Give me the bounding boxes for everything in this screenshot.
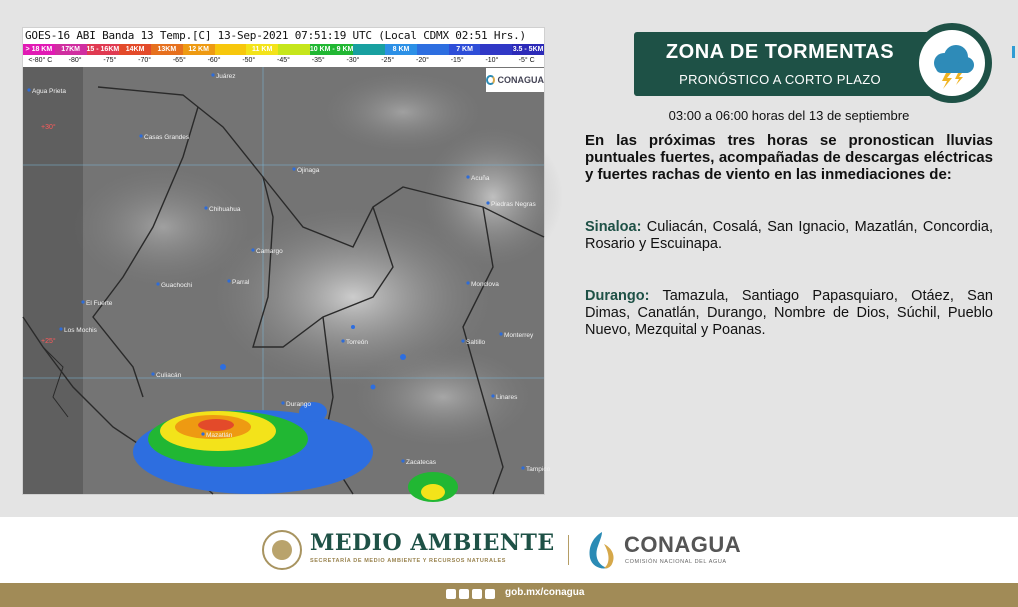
city-marker <box>251 248 254 251</box>
city-marker <box>201 432 204 435</box>
conagua-logo-icon <box>486 75 495 85</box>
conagua-watermark-text: CONAGUA <box>497 75 544 85</box>
footer <box>0 517 1018 583</box>
conagua-watermark <box>486 68 544 92</box>
city-marker <box>211 73 214 76</box>
scale-segment: 8 KM <box>385 44 417 55</box>
city-marker <box>341 339 344 342</box>
scale-tick: -35° <box>311 57 325 64</box>
forecast-time-range: 03:00 a 06:00 horas del 13 de septiembre <box>668 108 910 123</box>
city-marker <box>491 394 494 397</box>
scale-segment: 15 - 16KM <box>86 46 120 53</box>
edge-marker <box>1012 46 1015 58</box>
scale-segment <box>417 44 449 55</box>
scale-segment <box>215 44 247 55</box>
conagua-subtitle: COMISIÓN NACIONAL DEL AGUA <box>625 559 727 565</box>
scale-segment: 10 KM - 9 KM <box>309 46 354 53</box>
scale-tick: -10° <box>485 57 499 64</box>
conagua-title: CONAGUA <box>624 532 742 557</box>
city-label: Los Mochis <box>64 327 97 334</box>
storm-cloud-icon <box>919 30 985 96</box>
city-marker <box>281 401 284 404</box>
color-scale <box>23 44 544 55</box>
scale-segment <box>480 44 512 55</box>
latitude-label: +25° <box>41 338 56 345</box>
scale-segment: 14KM <box>119 44 151 55</box>
facebook-icon[interactable] <box>446 589 456 599</box>
city-marker <box>486 201 489 204</box>
city-label: Camargo <box>256 248 283 255</box>
city-marker <box>151 372 154 375</box>
city-marker <box>27 88 30 91</box>
mexico-seal-icon <box>262 530 302 570</box>
conagua-logo-icon <box>586 530 618 570</box>
scale-tick: -30° <box>346 57 360 64</box>
satellite-title: GOES-16 ABI Banda 13 Temp.[C] 13-Sep-2021 07:51:19 UTC (Local CDMX 02:51 Hrs.) <box>25 29 526 42</box>
instagram-icon[interactable] <box>472 589 482 599</box>
social-icons <box>446 589 495 599</box>
forecast-intro: En las próximas tres horas se pronostican lluvias puntuales fuertes, acompañadas de descargas eléctricas y fuertes rachas de viento en las inmediaciones de: <box>585 132 993 183</box>
city-label: Ojinaga <box>297 167 320 174</box>
city-marker <box>204 206 207 209</box>
scale-tick: -45° <box>277 57 290 64</box>
scale-tick: -60° <box>207 57 221 64</box>
city-label: Juárez <box>216 73 236 80</box>
satellite-header <box>23 28 544 67</box>
city-label: Chihuahua <box>209 206 241 213</box>
city-marker <box>139 134 142 137</box>
scale-tick: -80° <box>68 57 82 64</box>
medio-ambiente-title: MEDIO AMBIENTE <box>310 530 555 556</box>
city-label: Zacatecas <box>406 459 436 466</box>
city-label: El Fuerte <box>86 300 113 307</box>
scale-tick: -50° <box>242 57 256 64</box>
banner-title: ZONA DE TORMENTAS <box>665 41 895 63</box>
city-marker <box>461 339 464 342</box>
city-label: Piedras Negras <box>491 201 536 208</box>
scale-tick: -20° <box>415 57 429 64</box>
footer-divider <box>568 535 569 565</box>
city-label: Monterrey <box>504 332 534 339</box>
city-label: Guachochi <box>161 282 193 289</box>
scale-segment: 17KM <box>55 44 87 55</box>
state-name: Sinaloa: <box>585 219 642 235</box>
region-sinaloa <box>585 219 993 253</box>
city-label: Torreón <box>346 339 369 346</box>
temperature-ticks <box>23 56 544 66</box>
city-label: Durango <box>286 401 311 408</box>
city-marker <box>466 175 469 178</box>
scale-tick: -25° <box>381 57 395 64</box>
city-marker <box>292 167 295 170</box>
scale-segment: 13KM <box>151 44 183 55</box>
city-marker <box>59 327 62 330</box>
scale-tick: -70° <box>138 57 152 64</box>
twitter-icon[interactable] <box>459 589 469 599</box>
city-label: Saltillo <box>466 339 486 346</box>
gob-url-link[interactable]: gob.mx/conagua <box>505 587 585 598</box>
latitude-label: +30° <box>41 124 56 131</box>
satellite-map <box>23 67 551 494</box>
scale-tick: <-80° C <box>28 57 53 64</box>
city-marker <box>227 279 230 282</box>
scale-segment: 11 KM <box>246 44 278 55</box>
city-marker <box>81 300 84 303</box>
place-list: Culiacán, Cosalá, San Ignacio, Mazatlán, Concordia, Rosario y Escuinapa. <box>585 219 993 252</box>
city-marker <box>156 282 159 285</box>
medio-ambiente-subtitle: SECRETARÍA DE MEDIO AMBIENTE Y RECURSOS NATURALES <box>310 558 507 564</box>
scale-tick: -15° <box>450 57 464 64</box>
scale-segment <box>278 44 310 55</box>
bottom-bar <box>0 583 1018 607</box>
storm-badge <box>912 23 992 103</box>
city-marker <box>521 466 524 469</box>
city-label: Parral <box>232 279 250 286</box>
scale-segment: > 18 KM <box>23 44 55 55</box>
city-label: Tampico <box>526 466 551 473</box>
city-marker <box>401 459 404 462</box>
city-label: Mazatlán <box>206 432 233 439</box>
city-label: Monclova <box>471 281 499 288</box>
satellite-image <box>22 27 551 495</box>
scale-segment <box>353 44 385 55</box>
scale-segment: 12 KM <box>183 44 215 55</box>
scale-tick: -65° <box>172 57 186 64</box>
region-durango <box>585 288 993 339</box>
city-label: Casas Grandes <box>144 134 190 141</box>
city-marker <box>466 281 469 284</box>
city-label: Acuña <box>471 175 490 182</box>
forecast-banner <box>634 32 934 96</box>
place-list: Tamazula, Santiago Papasquiaro, Otáez, San Dimas, Canatlán, Durango, Nombre de Dios, Súchil, Pueblo Nuevo, Mezquital y Poanas. <box>585 288 993 338</box>
state-name: Durango: <box>585 288 650 304</box>
banner-subtitle: PRONÓSTICO A CORTO PLAZO <box>679 72 881 87</box>
city-label: Culiacán <box>156 372 182 379</box>
city-marker <box>499 332 502 335</box>
scale-tick: -75° <box>103 57 117 64</box>
scale-segment: 7 KM <box>449 44 481 55</box>
city-label: Linares <box>496 394 518 401</box>
scale-tick: -5° C <box>518 57 535 64</box>
scale-segment: 3.5 - 5KM <box>512 46 544 53</box>
youtube-icon[interactable] <box>485 589 495 599</box>
city-label: Agua Prieta <box>32 88 66 95</box>
